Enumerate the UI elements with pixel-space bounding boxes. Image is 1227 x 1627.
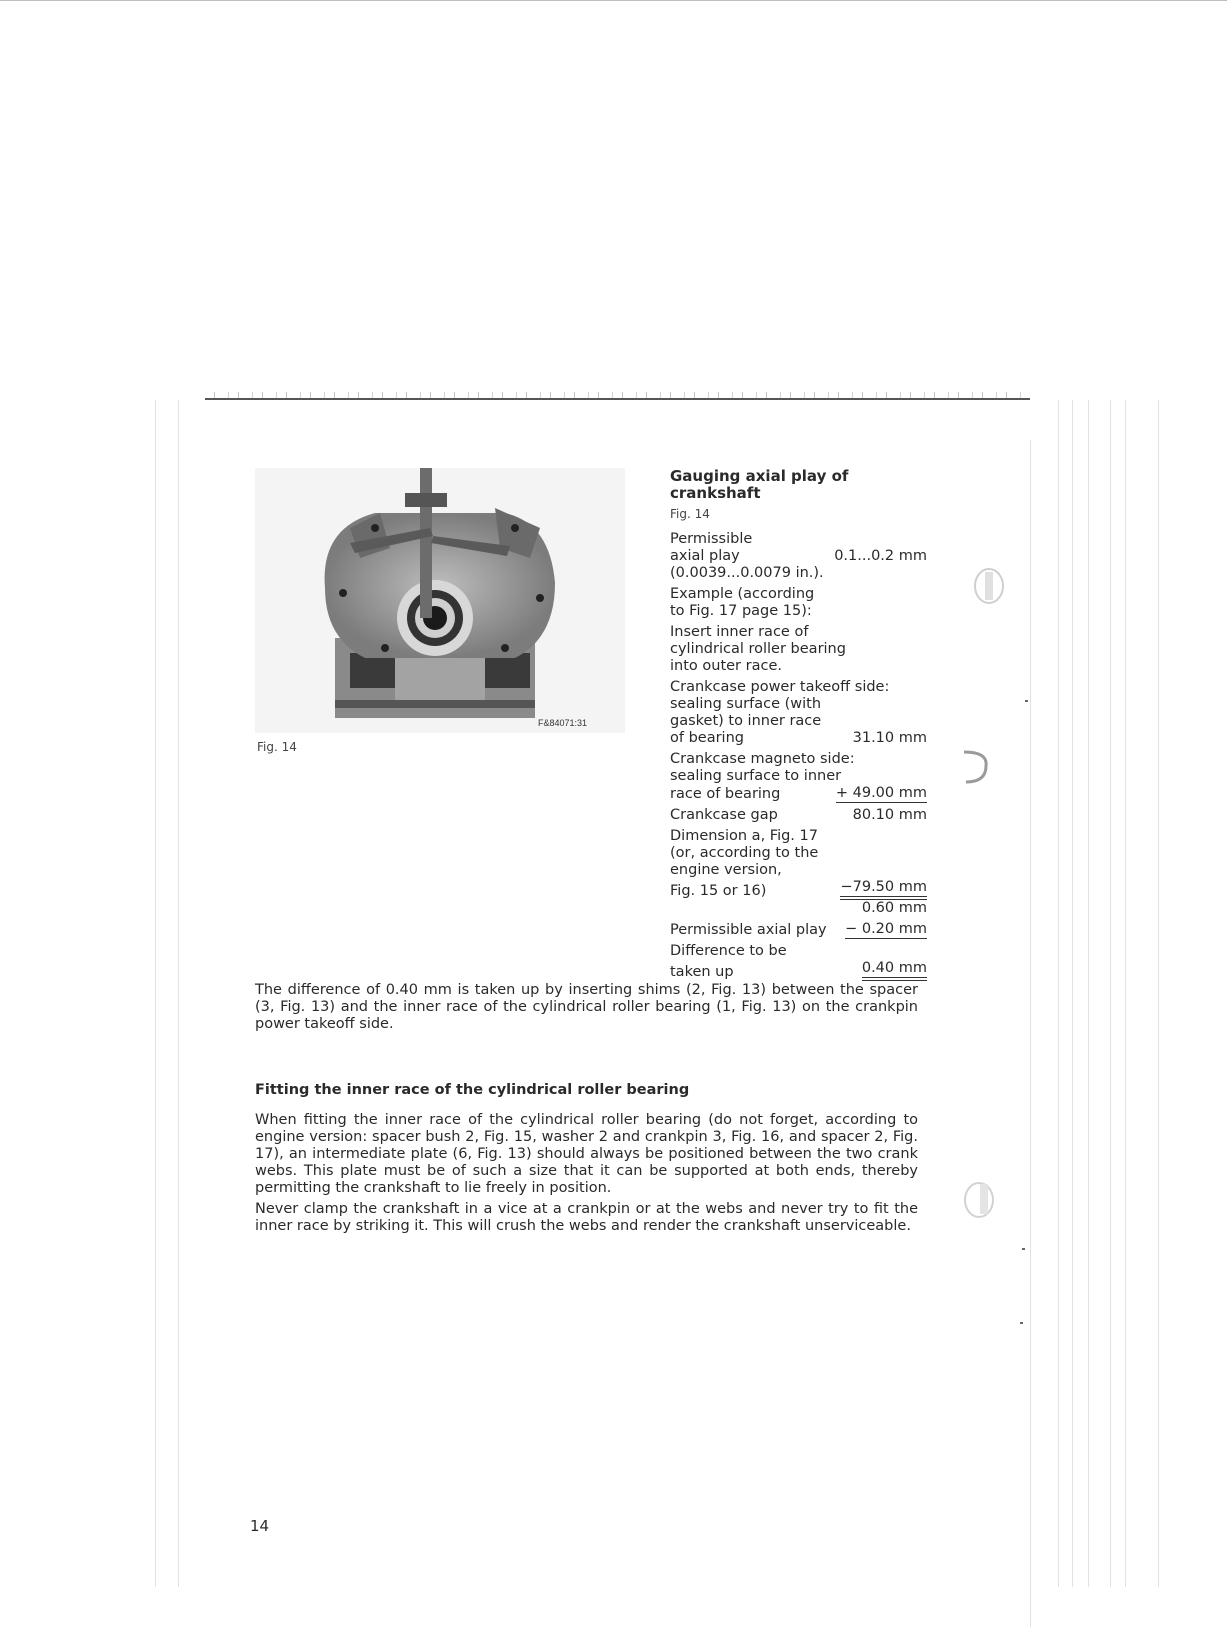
difference-to-take-up xyxy=(670,943,927,981)
label: Crankcase power takeoff side: xyxy=(670,679,890,695)
scan-line xyxy=(155,400,156,1587)
label: race of bearing xyxy=(670,786,781,802)
label: Difference to be xyxy=(670,943,787,959)
value: 80.10 mm xyxy=(852,807,927,823)
value: − 0.20 mm xyxy=(845,921,927,937)
label: axial play xyxy=(670,548,740,564)
label: Crankcase magneto side: xyxy=(670,751,855,767)
section-title: Gauging axial play of crankshaft xyxy=(670,467,849,502)
fitting-instructions xyxy=(255,1112,918,1239)
label: taken up xyxy=(670,964,734,980)
speck xyxy=(1025,700,1028,702)
magneto-side-measurement xyxy=(670,751,927,803)
speck xyxy=(1022,1248,1025,1250)
permissible-axial-play xyxy=(670,531,927,582)
label: engine version, xyxy=(670,862,782,878)
crankcase-photo xyxy=(255,468,625,733)
label: Example (according xyxy=(670,586,815,602)
value: 0.40 mm xyxy=(862,960,927,981)
value: 0.1...0.2 mm xyxy=(834,548,927,564)
label: Insert inner race of xyxy=(670,624,809,640)
figure-reference: Fig. 14 xyxy=(670,507,710,521)
pto-side-measurement xyxy=(670,679,927,747)
scan-line xyxy=(1058,400,1059,1587)
label: of bearing xyxy=(670,730,744,746)
example-note xyxy=(670,586,927,620)
label: into outer race. xyxy=(670,658,782,674)
scan-line xyxy=(1158,400,1159,1587)
paragraph: When fitting the inner race of the cylindrical roller bearing (do not forget, according to engine version: spacer bush 2, Fig. 15, washer 2 and crankpin 3, Fig. 16, and spacer 2, Fig. 17), an intermediate plate (6, Fig. 13) should always be positioned between the two crank webs. This plate must be of such a size that it can be supported at both ends, thereby permitting the crankshaft to lie freely in position. xyxy=(255,1112,918,1196)
value: + 49.00 mm xyxy=(835,785,927,801)
subtotal-value: 0.60 mm xyxy=(861,900,927,916)
scan-line xyxy=(1030,440,1031,1627)
binder-hole-mark xyxy=(972,566,1006,606)
speck xyxy=(1020,1322,1023,1324)
value-inches: (0.0039...0.0079 in.). xyxy=(670,565,824,581)
top-border xyxy=(0,0,1227,1)
scan-line xyxy=(1110,400,1111,1587)
label: Permissible axial play xyxy=(670,922,827,938)
label: to Fig. 17 page 15): xyxy=(670,603,812,619)
scan-line xyxy=(1088,400,1089,1587)
gauging-section xyxy=(670,468,927,985)
crankcase-gap xyxy=(670,807,927,824)
scan-page-edge xyxy=(205,398,1030,400)
label: (or, according to the xyxy=(670,845,819,861)
label: cylindrical roller bearing xyxy=(670,641,846,657)
photo-code: F&84071:31 xyxy=(538,718,588,728)
label: Crankcase gap xyxy=(670,807,778,823)
scan-line xyxy=(1072,400,1073,1587)
page-number: 14 xyxy=(250,1517,270,1535)
label: sealing surface to inner xyxy=(670,768,842,784)
figure-caption: Fig. 14 xyxy=(257,740,297,754)
scan-line xyxy=(1125,400,1126,1587)
value: −79.50 mm xyxy=(840,879,927,900)
label: sealing surface (with xyxy=(670,696,822,712)
label: Fig. 15 or 16) xyxy=(670,883,767,899)
section-heading: Fitting the inner race of the cylindrical roller bearing xyxy=(255,1082,690,1098)
label: gasket) to inner race xyxy=(670,713,822,729)
dimension-a xyxy=(670,828,927,917)
binder-hole-mark xyxy=(958,746,992,786)
paragraph: Never clamp the crankshaft in a vice at a crankpin or at the webs and never try to fit the inner race by striking it. This will crush the webs and render the crankshaft unserviceable. xyxy=(255,1201,918,1234)
permissible-axial-play-subtract xyxy=(670,921,927,939)
label: Dimension a, Fig. 17 xyxy=(670,828,818,844)
binder-hole-mark xyxy=(962,1180,996,1220)
shim-paragraph: The difference of 0.40 mm is taken up by inserting shims (2, Fig. 13) between the spacer (3, Fig. 13) and the inner race of the cylindrical roller bearing (1, Fig. 13) on the crankpin power takeoff side. xyxy=(255,982,918,1032)
insert-instruction xyxy=(670,624,927,675)
value: 31.10 mm xyxy=(852,730,927,746)
scan-line xyxy=(178,400,179,1587)
label: Permissible xyxy=(670,531,753,547)
